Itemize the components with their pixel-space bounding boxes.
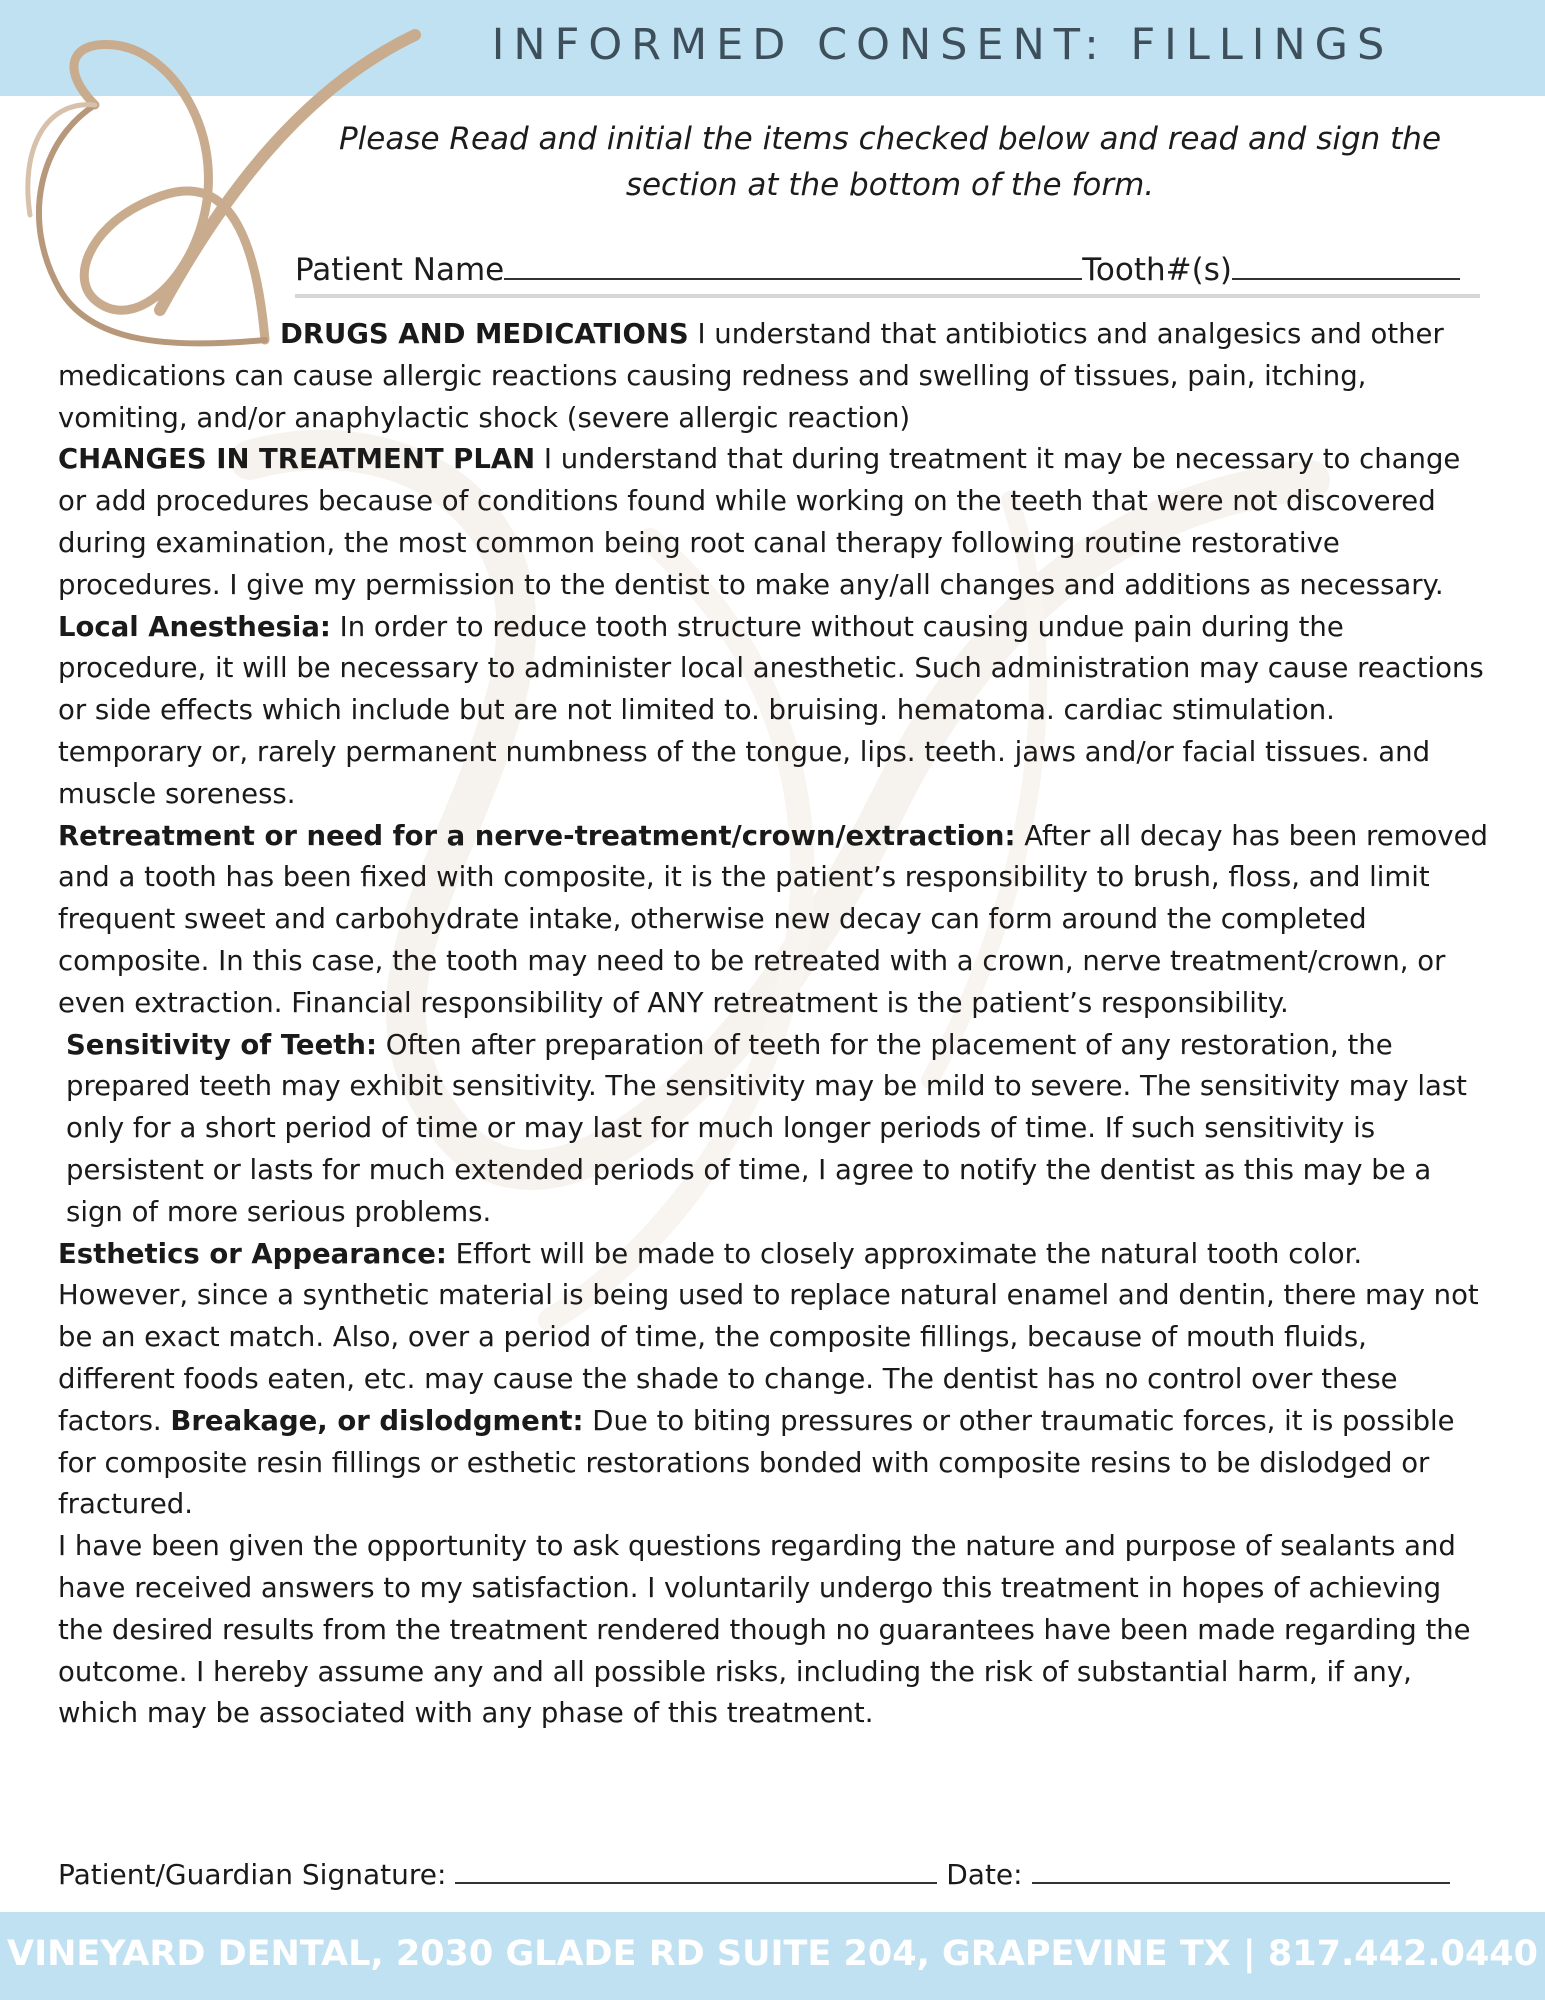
- date-field[interactable]: [1032, 1858, 1450, 1884]
- header-divider: [295, 294, 1480, 298]
- section-anesthesia-heading: Local Anesthesia:: [58, 610, 331, 643]
- tooth-number-label: Tooth#(s): [1082, 252, 1232, 288]
- section-sensitivity: [58, 1025, 1488, 1234]
- section-anesthesia-text: In order to reduce tooth structure without causing undue pain during the procedure, it will be necessary to administer local anesthetic. Such administration may cause reactions or side effects which include but are not limited to. bruising. hematoma. cardiac stimulation. temporary or, rarely permanent numbness of the tongue, lips. teeth. jaws and/or facial tissues. and muscle soreness.: [58, 610, 1484, 810]
- practice-contact-info: VINEYARD DENTAL, 2030 GLADE RD SUITE 204, GRAPEVINE TX | 817.442.0440: [6, 1934, 1539, 1974]
- section-changes-heading: CHANGES IN TREATMENT PLAN: [58, 443, 536, 476]
- signature-field[interactable]: [455, 1858, 937, 1884]
- section-retreatment-text: After all decay has been removed and a tooth has been fixed with composite, it is the patient’s responsibility to brush, floss, and limit frequent sweet and carbohydrate intake, otherwise new decay can form around the completed composite. In this case, the tooth may need to be retreated with a crown, nerve treatment/crown, or even extraction. Financial responsibility of ANY retreatment is the patient’s responsibility.: [58, 819, 1488, 1019]
- section-breakage-heading: Breakage, or dislodgment:: [170, 1404, 584, 1437]
- signature-row: [58, 1858, 1488, 1891]
- section-changes: [58, 439, 1488, 606]
- section-retreatment: [58, 816, 1488, 1025]
- section-breakage-text: Due to biting pressures or other traumatic forces, it is possible for composite resin fillings or esthetic restorations bonded with composite resins to be dislodged or fractured.: [58, 1404, 1455, 1521]
- section-sensitivity-text: Often after preparation of teeth for the placement of any restoration, the prepared teeth may exhibit sensitivity. The sensitivity may be mild to severe. The sensitivity may last only for a short period of time or may last for much longer periods of time. If such sensitivity is persistent or lasts for much extended periods of time, I agree to notify the dentist as this may be a sign of more serious problems.: [66, 1028, 1467, 1228]
- section-drugs-heading: DRUGS AND MEDICATIONS: [280, 318, 689, 350]
- instructions-line-1: Please Read and initial the items checked below and read and sign the: [338, 121, 1442, 157]
- section-sensitivity-heading: Sensitivity of Teeth:: [66, 1028, 377, 1061]
- acknowledgement-paragraph: I have been given the opportunity to ask questions regarding the nature and purpose of sealants and have received answers to my satisfaction. I voluntarily undergo this treatment in hopes of achieving the desired results from the treatment rendered though no guarantees have been made regarding the outcome. I hereby assume any and all possible risks, including the risk of substantial harm, if any, which may be associated with any phase of this treatment.: [58, 1530, 1471, 1730]
- patient-name-label: Patient Name: [295, 252, 505, 288]
- section-drugs: [58, 314, 1488, 439]
- form-instructions: [300, 116, 1480, 208]
- section-esthetics-heading: Esthetics or Appearance:: [58, 1237, 447, 1270]
- patient-info-row: [295, 252, 1480, 288]
- section-esthetics-text: Effort will be made to closely approximate the natural tooth color. However, since a synthetic material is being used to replace natural enamel and dentin, there may not be an exact match. Also, over a period of time, the composite fillings, because of mouth fluids, different foods eaten, etc. may cause the shade to change. The dentist has no control over these factors.: [58, 1237, 1479, 1437]
- signature-label: Patient/Guardian Signature:: [58, 1858, 447, 1891]
- section-changes-text: I understand that during treatment it may be necessary to change or add procedures because of conditions found while working on the teeth that were not discovered during examination, the most common being root canal therapy following routine restorative procedures. I give my permission to the dentist to make any/all changes and additions as necessary.: [58, 443, 1461, 601]
- section-drugs-text: I understand that antibiotics and analgesics and other medications can cause allergic reactions causing redness and swelling of tissues, pain, itching, vomiting, and/or anaphylactic shock (severe allergic reaction): [58, 318, 1444, 434]
- date-label: Date:: [946, 1858, 1023, 1891]
- form-title: INFORMED CONSENT: FILLINGS: [491, 20, 1394, 70]
- section-retreatment-heading: Retreatment or need for a nerve-treatment/crown/extraction:: [58, 819, 1016, 852]
- consent-body: [58, 314, 1488, 1735]
- tooth-number-field[interactable]: [1232, 252, 1460, 280]
- instructions-line-2: section at the bottom of the form.: [625, 167, 1155, 203]
- section-anesthesia: [58, 607, 1488, 816]
- section-esthetics: [58, 1234, 1488, 1527]
- patient-name-field[interactable]: [504, 252, 1082, 280]
